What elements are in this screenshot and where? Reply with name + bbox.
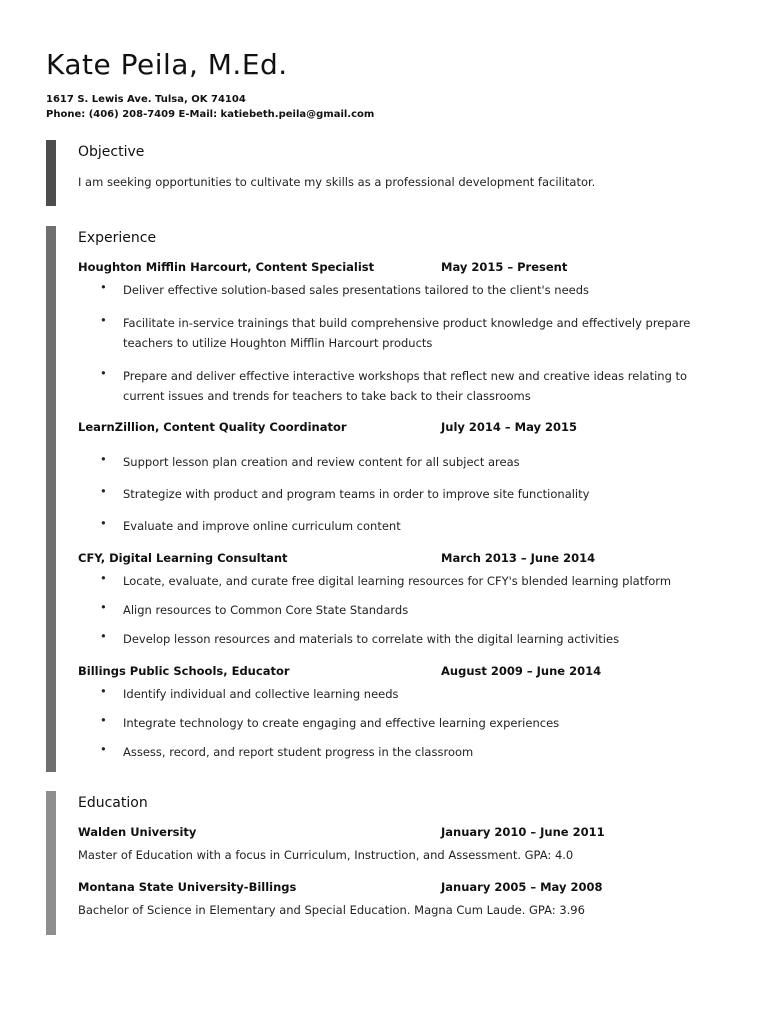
job-bullet: Prepare and deliver effective interactive workshops that reflect new and creative ideas relating to current issues and trends for teachers to take back to their classrooms bbox=[123, 369, 688, 403]
education-heading: Education bbox=[78, 795, 148, 811]
bullet-dot: • bbox=[100, 280, 107, 294]
job-title: Houghton Mifflin Harcourt, Content Specialist bbox=[78, 260, 375, 274]
bullet-dot: • bbox=[100, 366, 107, 380]
school-name: Walden University bbox=[78, 825, 197, 839]
bullet-dot: • bbox=[100, 600, 107, 614]
job-bullet: Align resources to Common Core State Standards bbox=[123, 603, 409, 617]
objective-heading: Objective bbox=[78, 144, 145, 160]
education-section bbox=[46, 791, 736, 935]
objective-section-bar bbox=[46, 140, 56, 206]
job-dates: July 2014 – May 2015 bbox=[441, 420, 578, 434]
school-name: Montana State University-Billings bbox=[78, 880, 297, 894]
bullet-dot: • bbox=[100, 629, 107, 643]
experience-section bbox=[46, 226, 736, 772]
bullet-dot: • bbox=[100, 684, 107, 698]
bullet-dot: • bbox=[100, 742, 107, 756]
job-bullet: Evaluate and improve online curriculum content bbox=[123, 519, 401, 533]
bullet-dot: • bbox=[100, 713, 107, 727]
bullet-dot: • bbox=[100, 484, 107, 498]
job-dates: March 2013 – June 2014 bbox=[441, 551, 596, 565]
bullet-dot: • bbox=[100, 452, 107, 466]
job-title: LearnZillion, Content Quality Coordinator bbox=[78, 420, 347, 434]
job-bullet: Deliver effective solution-based sales presentations tailored to the client's needs bbox=[123, 283, 590, 297]
school-dates: January 2010 – June 2011 bbox=[441, 825, 605, 839]
school-detail: Bachelor of Science in Elementary and Special Education. Magna Cum Laude. GPA: 3.96 bbox=[78, 903, 585, 917]
job-dates: August 2009 – June 2014 bbox=[441, 664, 602, 678]
contact-address: 1617 S. Lewis Ave. Tulsa, OK 74104 bbox=[46, 94, 246, 105]
resume-name: Kate Peila, M.Ed. bbox=[46, 48, 288, 81]
job-dates: May 2015 – Present bbox=[441, 260, 568, 274]
school-dates: January 2005 – May 2008 bbox=[441, 880, 603, 894]
job-bullet: Integrate technology to create engaging and effective learning experiences bbox=[123, 716, 560, 730]
experience-section-bar bbox=[46, 226, 56, 772]
contact-phone-email: Phone: (406) 208-7409 E-Mail: katiebeth.peila@gmail.com bbox=[46, 109, 375, 120]
job-bullet: Locate, evaluate, and curate free digital learning resources for CFY's blended learning platform bbox=[123, 574, 672, 588]
experience-heading: Experience bbox=[78, 230, 157, 246]
bullet-dot: • bbox=[100, 516, 107, 530]
job-bullet: Identify individual and collective learning needs bbox=[123, 687, 399, 701]
job-bullet: Support lesson plan creation and review content for all subject areas bbox=[123, 455, 520, 469]
job-bullet: Assess, record, and report student progress in the classroom bbox=[123, 745, 474, 759]
education-section-bar bbox=[46, 791, 56, 935]
job-bullet: Develop lesson resources and materials to correlate with the digital learning activities bbox=[123, 632, 620, 646]
bullet-dot: • bbox=[100, 313, 107, 327]
objective-text: I am seeking opportunities to cultivate my skills as a professional development facilitator. bbox=[78, 175, 596, 189]
job-title: CFY, Digital Learning Consultant bbox=[78, 551, 288, 565]
job-bullet: Facilitate in-service trainings that build comprehensive product knowledge and effectively prepare teachers to utilize Houghton Mifflin Harcourt products bbox=[123, 316, 691, 350]
job-bullet: Strategize with product and program teams in order to improve site functionality bbox=[123, 487, 590, 501]
objective-section bbox=[46, 140, 736, 206]
job-title: Billings Public Schools, Educator bbox=[78, 664, 290, 678]
school-detail: Master of Education with a focus in Curriculum, Instruction, and Assessment. GPA: 4.0 bbox=[78, 848, 574, 862]
bullet-dot: • bbox=[100, 571, 107, 585]
